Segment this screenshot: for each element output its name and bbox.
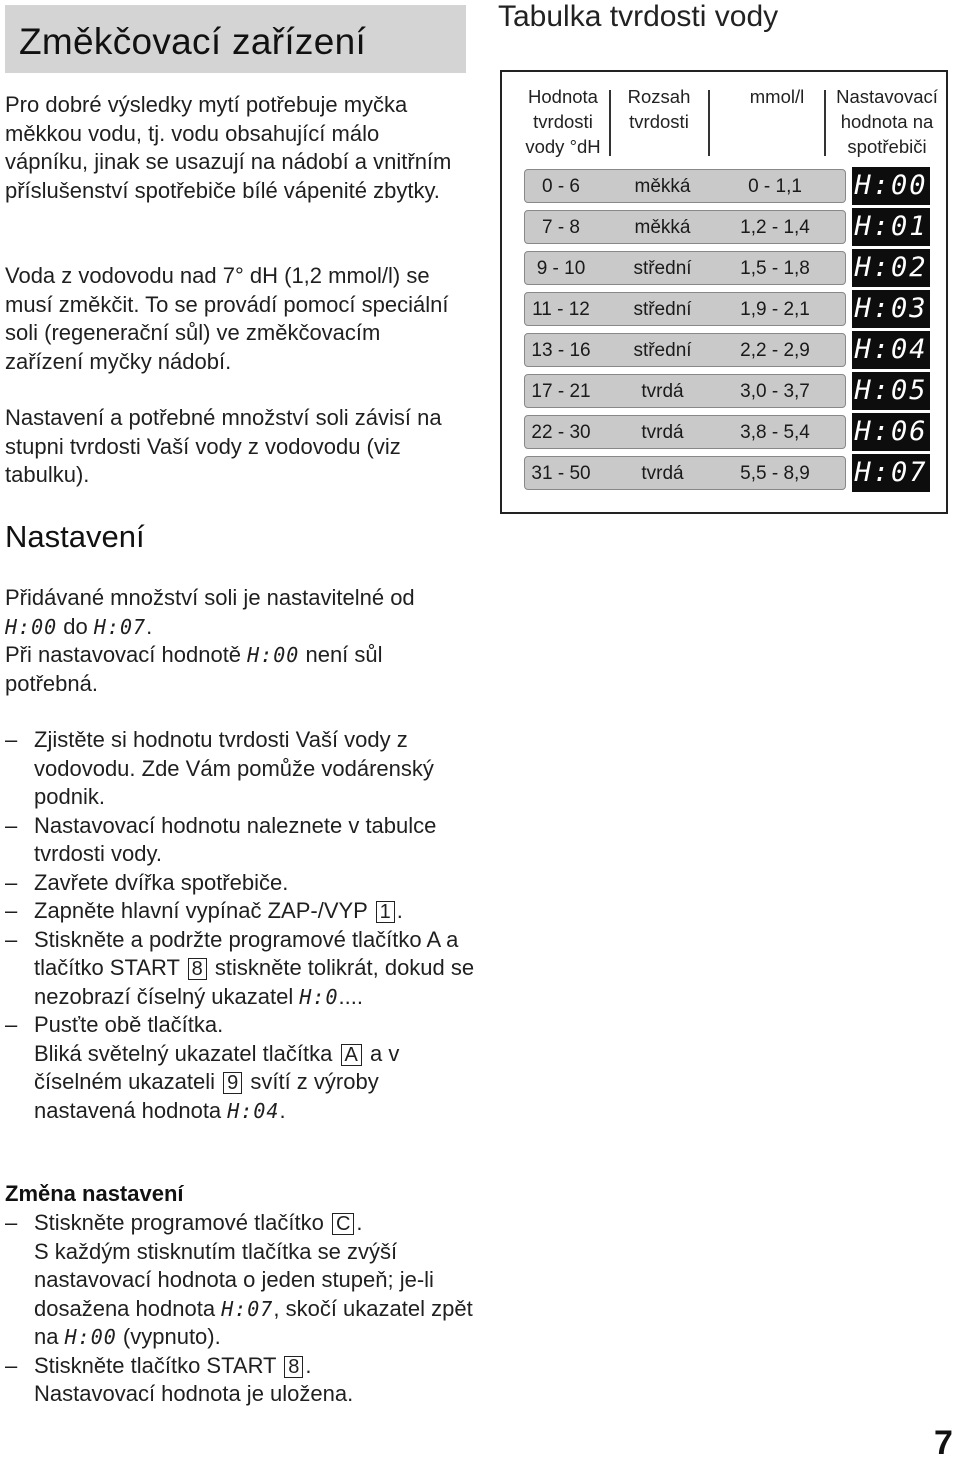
list-item [5, 1352, 475, 1409]
table-row [524, 374, 846, 408]
cell-mmol: 5,5 - 8,9 [740, 463, 810, 484]
cell-mmol: 2,2 - 2,9 [740, 340, 810, 361]
list-item [5, 812, 475, 869]
cell-dh: 9 - 10 [536, 258, 586, 279]
cell-range: střední [633, 299, 692, 320]
intro-paragraph-1: Pro dobré výsledky mytí potřebuje myčka měkkou vodu, tj. vodu obsahující málo vápníku, jinak se usazují na nádobí a vnitřním příslušenství spotřebiče bílé vápenité zbytky. [5, 92, 452, 203]
table-row [524, 333, 846, 367]
text: (vypnuto). [122, 1324, 221, 1349]
text: Nastavovací hodnotu naleznete v tabulce tvrdosti vody. [34, 812, 437, 866]
section-title-settings: Nastavení [5, 519, 145, 554]
table-row [524, 415, 846, 449]
text: . [396, 898, 403, 923]
intro-paragraph-3: Nastavení a potřebné množství soli závisí na stupni tvrdosti Vaší vody z vodovodu (viz tabulku). [5, 405, 442, 487]
text: . [305, 1352, 312, 1378]
key-ref-9: 9 [223, 1072, 242, 1094]
setting-display: H:03 [852, 290, 930, 328]
text: . [356, 1210, 363, 1235]
table-row [524, 251, 846, 285]
page-title: Změkčovací zařízení [19, 21, 367, 62]
text: Stiskněte programové tlačítko [34, 1210, 324, 1235]
key-ref-C: C [332, 1213, 354, 1235]
header-divider [609, 90, 611, 156]
text: Stiskněte tlačítko START [34, 1352, 277, 1378]
cell-range: střední [633, 258, 692, 279]
lcd-value: H:00 [247, 643, 300, 667]
cell-range: měkká [634, 176, 691, 197]
list-item [5, 869, 475, 898]
cell-range: tvrdá [641, 422, 684, 443]
list-item [5, 926, 475, 1012]
list-item [5, 897, 475, 926]
section-title-change: Změna nastavení [5, 1181, 184, 1206]
cell-dh: 31 - 50 [531, 463, 591, 484]
setting-display: H:00 [852, 167, 930, 205]
cell-range: měkká [634, 217, 691, 238]
cell-mmol: 1,5 - 1,8 [740, 258, 810, 279]
text: Přidávané množství soli je nastavitelné od [5, 585, 415, 610]
text: a v číselném ukazateli [34, 1040, 400, 1094]
text: .... [338, 983, 363, 1009]
cell-dh: 22 - 30 [531, 422, 591, 443]
text: Zapněte hlavní vypínač ZAP-/VYP [34, 898, 368, 923]
cell-mmol: 0 - 1,1 [748, 176, 802, 197]
hardness-table [500, 70, 948, 514]
lcd-value: H:07 [221, 1296, 274, 1321]
cell-range: tvrdá [641, 463, 684, 484]
text: svítí z výroby nastavená hodnota [34, 1069, 379, 1123]
header-hardness-range: Rozsah tvrdosti [627, 86, 691, 132]
key-ref-8: 8 [188, 958, 207, 980]
header-hardness-value: Hodnota tvrdosti vody °dH [525, 86, 601, 157]
cell-mmol: 3,8 - 5,4 [740, 422, 810, 443]
text: stiskněte tolikrát, dokud se nezobrazí číselný ukazatel [34, 955, 475, 1009]
change-list [5, 1209, 475, 1409]
cell-range: střední [633, 340, 692, 361]
key-ref-A: A [341, 1044, 362, 1066]
text: . [279, 1097, 286, 1123]
key-ref-1: 1 [376, 901, 395, 923]
table-title: Tabulka tvrdosti vody [498, 0, 779, 33]
table-row [524, 169, 846, 203]
cell-mmol: 1,2 - 1,4 [740, 217, 810, 238]
lcd-value: H:07 [93, 614, 147, 639]
cell-dh: 17 - 21 [531, 381, 591, 402]
lcd-value: H:0 [299, 984, 339, 1009]
text: do [63, 613, 88, 639]
key-ref-8: 8 [284, 1356, 303, 1378]
lcd-value: H:00 [64, 1325, 117, 1349]
text: Nastavovací hodnota je uložena. [34, 1381, 354, 1406]
text: Bliká světelný ukazatel tlačítka [34, 1040, 333, 1066]
text: Pusťte obě tlačítka. [34, 1012, 224, 1037]
settings-paragraph-1 [5, 584, 465, 641]
list-item [5, 1011, 475, 1125]
text: Zjistěte si hodnotu tvrdosti Vaší vody z vodovodu. Zde Vám pomůže vodárenský podnik. [34, 727, 434, 809]
text: , skočí ukazatel zpět na [34, 1295, 473, 1349]
header-divider [708, 90, 710, 156]
steps-list [5, 726, 475, 1125]
page-title-box [5, 5, 466, 73]
cell-dh: 0 - 6 [541, 176, 581, 197]
text: Zavřete dvířka spotřebiče. [34, 869, 289, 895]
page-number: 7 [934, 1424, 953, 1462]
text: Stiskněte a podržte programové tlačítko A a tlačítko START [34, 926, 459, 980]
cell-range: tvrdá [641, 381, 684, 402]
table-row [524, 292, 846, 326]
cell-dh: 13 - 16 [531, 340, 591, 361]
intro-paragraph-2: Voda z vodovodu nad 7° dH (1,2 mmol/l) se musí změkčit. To se provádí pomocí speciální soli (regenerační sůl) ve změkčovacím zařízení myčky nádobí. [5, 263, 449, 374]
setting-display: H:01 [852, 208, 930, 246]
list-item [5, 726, 475, 812]
cell-mmol: 3,0 - 3,7 [740, 381, 810, 402]
setting-display: H:04 [852, 331, 930, 369]
settings-paragraph-2 [5, 641, 465, 698]
cell-mmol: 1,9 - 2,1 [740, 299, 810, 320]
lcd-value: H:04 [227, 1098, 280, 1123]
header-mmol: mmol/l [749, 86, 805, 107]
setting-display: H:05 [852, 372, 930, 410]
text: Při nastavovací hodnotě [5, 642, 242, 667]
setting-display: H:02 [852, 249, 930, 287]
text: S každým stisknutím tlačítka se zvýší nastavovací hodnota o jeden stupeň; je-li dosažena hodnota [34, 1238, 434, 1321]
cell-dh: 7 - 8 [541, 217, 581, 238]
header-setting: Nastavovací hodnota na spotřebiči [836, 86, 938, 157]
list-item [5, 1209, 475, 1352]
text: . [146, 613, 153, 639]
setting-display: H:07 [852, 454, 930, 492]
table-row [524, 210, 846, 244]
table-row [524, 456, 846, 490]
text: není sůl potřebná. [5, 642, 383, 696]
setting-display: H:06 [852, 413, 930, 451]
lcd-value: H:00 [5, 614, 58, 639]
cell-dh: 11 - 12 [532, 299, 590, 320]
header-divider [824, 90, 826, 156]
